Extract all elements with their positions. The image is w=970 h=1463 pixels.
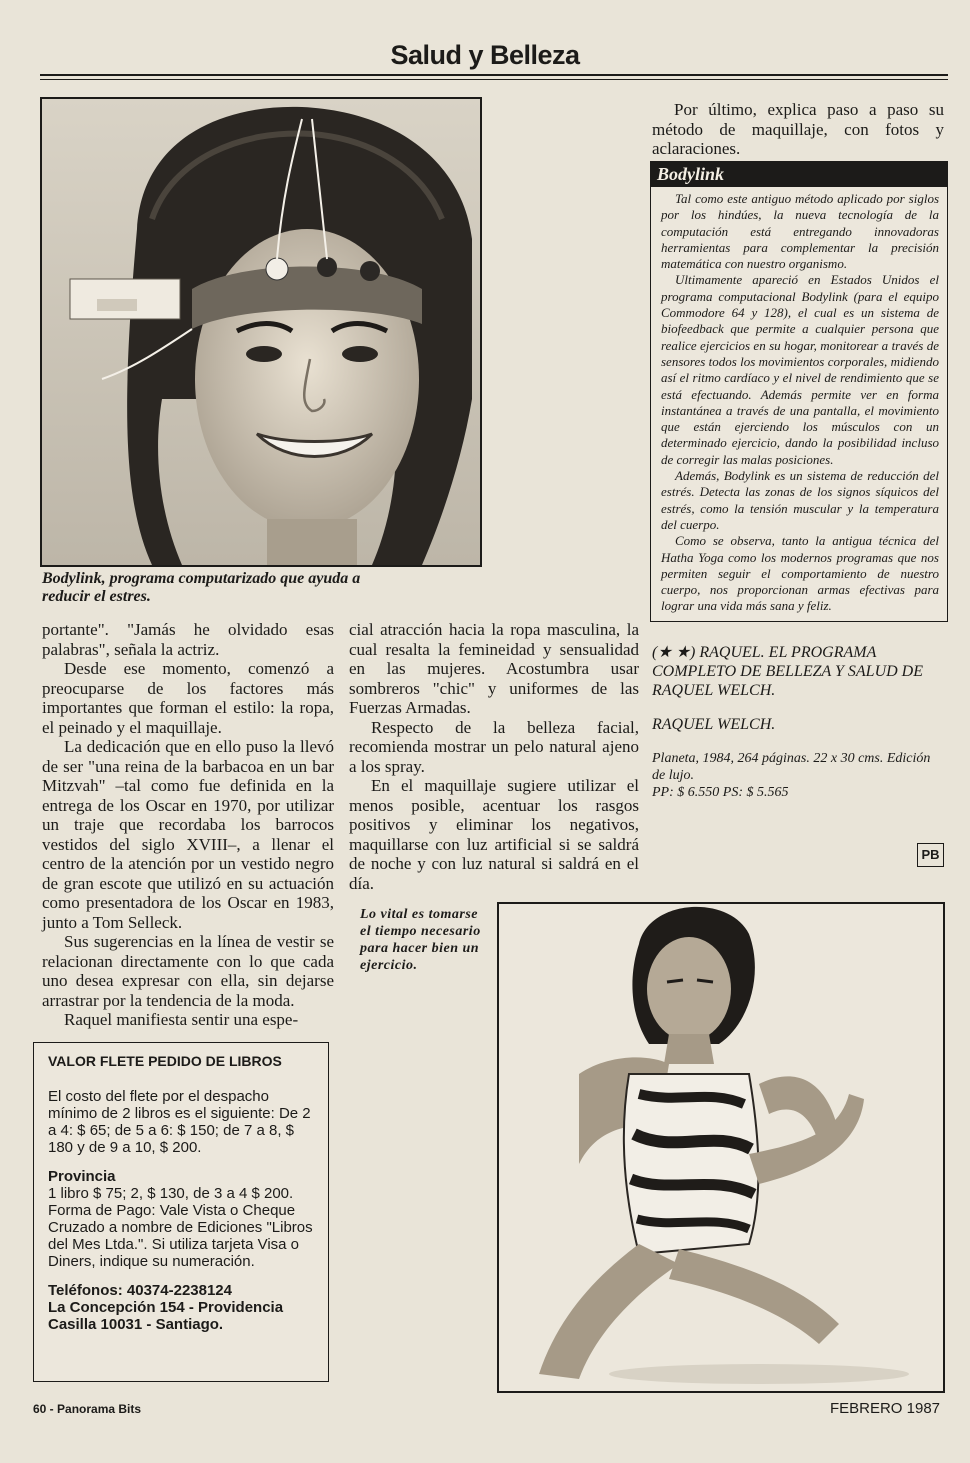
footer-page-label: 60 - Panorama Bits bbox=[33, 1402, 142, 1416]
book-prices: PP: $ 6.550 PS: $ 5.565 bbox=[652, 785, 789, 800]
header-rule-thin bbox=[40, 79, 948, 80]
section-title: Salud y Belleza bbox=[390, 40, 580, 70]
sidebar-paragraph: Además, Bodylink es un sistema de reducción del estrés. Detecta las zonas de los signos síquicos del estrés, como la tensión muscular y la temperatura del cuerpo. bbox=[661, 468, 939, 532]
freight-province-text: 1 libro $ 75; 2, $ 130, de 3 a 4 $ 200. Forma de Pago: Vale Vista o Cheque Cruzado a nombre de Ediciones "Libros del Mes Ltda.". Si utiliza tarjeta Visa o Diners, indique su numeración. bbox=[48, 1185, 313, 1270]
bodylink-sidebar bbox=[650, 161, 948, 622]
sidebar-body bbox=[651, 187, 947, 621]
photo2-frame bbox=[497, 902, 945, 1393]
yoga-illustration bbox=[499, 904, 945, 1393]
col1-paragraph: Sus sugerencias en la línea de vestir se relacionan directamente con lo que cada uno desea expresar con ella, sin dejarse arrastrar por la tendencia de la moda. bbox=[42, 932, 334, 1010]
photo2-caption: Lo vital es tomarse el tiempo necesario para hacer bien un ejercicio. bbox=[360, 907, 481, 973]
freight-title: VALOR FLETE PEDIDO DE LIBROS bbox=[48, 1053, 282, 1069]
col1-paragraph: Desde ese momento, comenzó a preocuparse de los factores más importantes que forman el estilo: la ropa, el peinado y el maquillaje. bbox=[42, 659, 334, 737]
footer-date: FEBRERO 1987 bbox=[829, 1400, 940, 1417]
sidebar-title: Bodylink bbox=[651, 162, 947, 187]
sidebar-paragraph: Tal como este antiguo método aplicado por siglos por los hindúes, la nueva tecnología de la computación está entregando innovadoras herramientas para complementar la precisión matemática con nuestro organismo. bbox=[661, 191, 939, 272]
col1-paragraph: La dedicación que en ello puso la llevó de ser "una reina de la barbacoa en un bar Mitzvah" –tal como fue definida en la entrega de los Oscar en 1970, por utilizar un traje que recordaba los barrocos vestidos del siglo XVIII–, a llenar el centro de la atención por un vestido negro de gran escote que utilizó en su actuación como presentadora de los Oscar en 1983, junto a Tom Selleck. bbox=[42, 737, 334, 932]
book-author: RAQUEL WELCH. bbox=[652, 716, 776, 733]
book-title: (★ ★) RAQUEL. EL PROGRAMA COMPLETO DE BELLEZA Y SALUD DE RAQUEL WELCH. bbox=[652, 644, 923, 699]
article-column-2 bbox=[349, 620, 639, 893]
col2-paragraph: cial atracción hacia la ropa masculina, la cual resalta la femineidad y sensualidad en las mujeres. Acostumbra usar sombreros "chic" y uniformes de las Fuerzas Armadas. bbox=[349, 620, 639, 717]
freight-address: La Concepción 154 - Providencia bbox=[48, 1299, 284, 1316]
freight-province-label: Provincia bbox=[48, 1168, 116, 1185]
col3-intro: Por último, explica paso a paso su método de maquillaje, con fotos y aclaraciones. bbox=[652, 100, 944, 158]
book-reference bbox=[652, 643, 944, 802]
freight-box: Casilla 10031 - Santiago. bbox=[48, 1316, 224, 1333]
col2-paragraph: En el maquillaje sugiere utilizar el menos posible, acentuar los rasgos positivos y eliminar los negativos, maquillarse con luz artificial si se saldrá de noche y con luz natural si saldrá en el día. bbox=[349, 776, 639, 893]
header-rule bbox=[40, 74, 948, 76]
portrait-illustration bbox=[42, 99, 480, 565]
book-details: Planeta, 1984, 264 páginas. 22 x 30 cms. Edición de lujo. bbox=[652, 751, 931, 783]
col1-paragraph: portante". "Jamás he olvidado esas palabras", señala la actriz. bbox=[42, 620, 334, 659]
freight-intro: El costo del flete por el despacho mínimo de 2 libros es el siguiente: De 2 a 4: $ 65; de 5 a 6: $ 150; de 7 a 8, $ 180 y de 9 a 10, $ 200. bbox=[48, 1088, 311, 1156]
col2-paragraph: Respecto de la belleza facial, recomienda mostrar un pelo natural ajeno a los spray. bbox=[349, 717, 639, 776]
freight-phones: Teléfonos: 40374-2238124 bbox=[48, 1282, 232, 1299]
sidebar-paragraph: Ultimamente apareció en Estados Unidos el programa computacional Bodylink (para el equipo Commodore 64 y 128), el cual es un sistema de biofeedback que permite a cualquier persona que realice ejercicios en su hogar, monitorear a través de sensores todos los movimientos corporales, midiendo así el ritmo cardíaco y el nivel de rendimiento que se está efectuando. Además permite ver en forma instantánea a través de una pantalla, el movimiento que están ejerciendo los músculos con un determinado ejercicio, dando la posibilidad incluso de corregir las malas posiciones. bbox=[661, 272, 939, 467]
article-column-1 bbox=[42, 620, 334, 1030]
col1-paragraph: Raquel manifiesta sentir una espe- bbox=[64, 1010, 299, 1029]
article-column-3 bbox=[652, 100, 944, 159]
photo-bodylink-headband bbox=[40, 97, 482, 567]
pb-badge: PB bbox=[917, 843, 944, 867]
freight-price-box bbox=[33, 1042, 329, 1382]
sidebar-paragraph: Como se observa, tanto la antigua técnica del Hatha Yoga como los modernos programas que nos permiten seguir el comportamiento de nuestro cuerpo, nos proporcionan armas efectivas para lograr una vida más sana y feliz. bbox=[661, 533, 939, 614]
photo1-caption: Bodylink, programa computarizado que ayuda a reducir el estres. bbox=[42, 570, 361, 605]
